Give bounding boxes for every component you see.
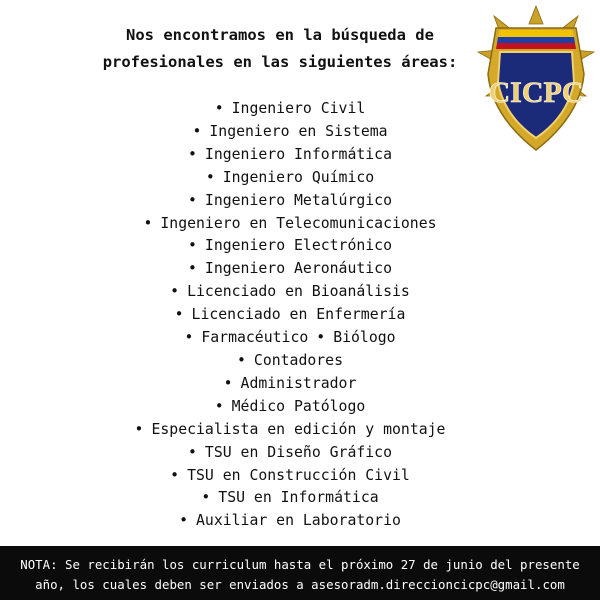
- list-item: • Ingeniero Electrónico: [188, 237, 392, 255]
- list-item: • Administrador: [223, 374, 357, 392]
- list-item: • TSU en Construcción Civil: [170, 466, 410, 484]
- list-item: • Ingeniero Informática: [188, 145, 392, 163]
- list-item: • Contadores: [236, 351, 343, 369]
- heading-line-2: profesionales en las siguientes áreas:: [102, 53, 458, 71]
- list-item: • Médico Patólogo: [214, 397, 366, 415]
- list-item: • Licenciado en Enfermería: [174, 306, 406, 324]
- list-item: • TSU en Informática: [201, 489, 379, 507]
- list-item: • TSU en Diseño Gráfico: [188, 443, 392, 461]
- list-item: • Ingeniero Químico: [205, 168, 375, 186]
- note-line-1: NOTA: Se recibirán los curriculum hasta el próximo 27 de junio del presente: [20, 557, 580, 572]
- badge-letters: CICPC: [488, 76, 584, 109]
- heading-line-1: Nos encontramos en la búsqueda de: [126, 26, 434, 44]
- note-banner: [0, 546, 600, 600]
- list-item: • Farmacéutico • Biólogo: [184, 329, 396, 347]
- list-item: • Ingeniero Aeronáutico: [188, 260, 392, 278]
- list-item: • Ingeniero en Telecomunicaciones: [143, 214, 437, 232]
- note-line-2: año, los cuales deben ser enviados a asesoradm.direccioncicpc@gmail.com: [35, 577, 565, 592]
- profession-list: [20, 98, 560, 533]
- list-item: • Ingeniero en Sistema: [192, 122, 388, 140]
- list-item: • Licenciado en Bioanálisis: [170, 283, 410, 301]
- list-item: • Ingeniero Civil: [214, 100, 366, 117]
- page-heading: [40, 22, 520, 76]
- list-item: • Ingeniero Metalúrgico: [188, 191, 392, 209]
- list-item: • Especialista en edición y montaje: [134, 420, 446, 438]
- list-item: • Auxiliar en Laboratorio: [179, 512, 401, 530]
